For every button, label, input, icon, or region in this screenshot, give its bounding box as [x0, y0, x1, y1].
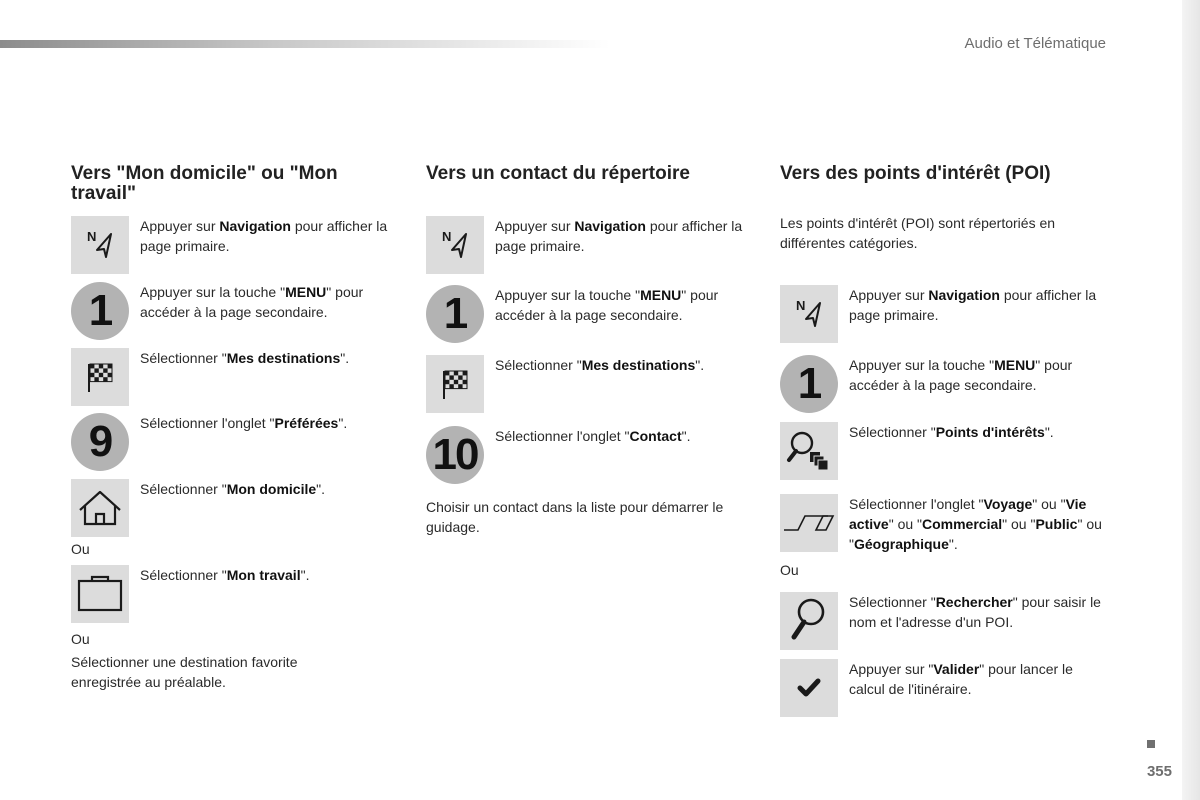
bold-term: Rechercher [935, 594, 1013, 610]
instruction-text: Sélectionner " [140, 481, 227, 497]
step-instruction [140, 565, 395, 585]
bold-term: Préférées [274, 415, 339, 431]
bold-term: Public [1035, 516, 1078, 532]
instruction-text: " pour accéder à la page secondaire. [495, 287, 719, 323]
category-tabs-icon [780, 494, 838, 552]
step-instruction [140, 282, 395, 322]
instruction-text: " ou " [849, 516, 1102, 552]
instruction-text: Appuyer sur la touche " [140, 284, 286, 300]
instruction-text: Sélectionner " [140, 567, 227, 583]
bold-term: Mon domicile [226, 481, 317, 497]
page-number: 355 [1146, 763, 1172, 780]
navigation-icon [71, 216, 129, 274]
instruction-text: " pour accéder à la page secondaire. [849, 357, 1073, 393]
or-label: Ou [71, 631, 90, 647]
step-number-badge: 1 [780, 355, 838, 413]
header-gradient-bar [0, 40, 610, 48]
step-number-badge: 1 [71, 282, 129, 340]
step-number-badge: 10 [426, 426, 484, 484]
step-instruction [849, 355, 1104, 395]
instruction-text: ". [300, 567, 310, 583]
footer-note: Sélectionner une destination favorite enregistrée au préalable. [71, 654, 298, 690]
instruction-text: Sélectionner l'onglet " [495, 428, 630, 444]
bold-term: Navigation [219, 218, 291, 234]
step-instruction [140, 479, 395, 499]
instruction-text: Appuyer sur " [849, 661, 934, 677]
instruction-text: Sélectionner " [495, 357, 582, 373]
bold-term: Navigation [574, 218, 646, 234]
step-instruction [495, 355, 750, 375]
page-marker [1147, 740, 1155, 748]
instruction-text: ". [340, 350, 350, 366]
svg-text:N: N [442, 229, 452, 244]
intro-text: Les points d'intérêt (POI) sont répertoriés en différentes catégories. [780, 215, 1056, 251]
instruction-text: Appuyer sur [849, 287, 929, 303]
navigation-icon [426, 216, 484, 274]
step-instruction [140, 348, 395, 368]
instruction-text: Appuyer sur [140, 218, 220, 234]
bold-term: Vie active [849, 496, 1087, 532]
instruction-text: ". [316, 481, 325, 497]
instruction-text: " ou " [888, 516, 922, 532]
checkered-flag-icon [71, 348, 129, 406]
step-number-badge: 1 [426, 285, 484, 343]
instruction-text: pour afficher la page primaire. [849, 287, 1097, 323]
bold-term: Géographique [853, 536, 949, 552]
instruction-text: Appuyer sur [495, 218, 575, 234]
briefcase-icon [71, 565, 129, 623]
step-instruction [495, 285, 750, 325]
bold-term: MENU [285, 284, 327, 300]
instruction-text: Sélectionner l'onglet " [140, 415, 275, 431]
column-title: Vers des points d'intérêt (POI) [780, 163, 1051, 184]
step-instruction [140, 413, 395, 433]
step-instruction [849, 422, 1104, 442]
instruction-text: " pour accéder à la page secondaire. [140, 284, 364, 320]
search-icon [780, 592, 838, 650]
instruction-text: Sélectionner " [140, 350, 227, 366]
instruction-text: pour afficher la page primaire. [140, 218, 388, 254]
home-icon [71, 479, 129, 537]
svg-text:N: N [87, 229, 97, 244]
bold-term: MENU [640, 287, 682, 303]
instruction-text: " ou " [1002, 516, 1036, 532]
bold-term: Navigation [928, 287, 1000, 303]
instruction-text: " pour saisir le nom et l'adresse d'un POI. [849, 594, 1101, 630]
step-instruction [849, 285, 1104, 325]
instruction-text: Sélectionner " [849, 594, 936, 610]
step-instruction [849, 659, 1104, 699]
footer-note: Choisir un contact dans la liste pour démarrer le guidage. [426, 499, 724, 535]
step-instruction [849, 494, 1104, 554]
poi-search-icon [780, 422, 838, 480]
step-number-badge: 9 [71, 413, 129, 471]
page-edge-strip [1182, 0, 1200, 800]
bold-term: Mon travail [226, 567, 301, 583]
column-home-work [71, 164, 401, 704]
column-contact [426, 164, 756, 564]
instruction-text: ". [681, 428, 691, 444]
instruction-text: pour afficher la page primaire. [495, 218, 743, 254]
svg-text:N: N [796, 298, 806, 313]
instruction-text: Sélectionner l'onglet " [849, 496, 984, 512]
step-instruction [495, 216, 750, 256]
bold-term: Commercial [922, 516, 1003, 532]
instruction-text: Sélectionner " [849, 424, 936, 440]
step-instruction [849, 592, 1104, 632]
instruction-text: " ou " [1032, 496, 1066, 512]
bold-term: Mes destinations [226, 350, 341, 366]
instruction-text: ". [695, 357, 705, 373]
bold-term: Voyage [983, 496, 1033, 512]
bold-term: MENU [994, 357, 1036, 373]
column-title: Vers un contact du répertoire [426, 163, 690, 184]
step-instruction [495, 426, 750, 446]
step-instruction [140, 216, 395, 256]
column-title: Vers "Mon domicile" ou "Mon travail" [71, 163, 338, 204]
bold-term: Valider [933, 661, 980, 677]
checkered-flag-icon [426, 355, 484, 413]
section-title: Audio et Télématique [964, 35, 1106, 52]
or-label: Ou [780, 562, 799, 578]
instruction-text: ". [1044, 424, 1054, 440]
column-poi [780, 164, 1120, 724]
instruction-text: Appuyer sur la touche " [495, 287, 641, 303]
instruction-text: " pour lancer le calcul de l'itinéraire. [849, 661, 1073, 697]
instruction-text: ". [338, 415, 348, 431]
instruction-text: ". [948, 536, 958, 552]
bold-term: Mes destinations [581, 357, 696, 373]
checkmark-icon [780, 659, 838, 717]
instruction-text: Appuyer sur la touche " [849, 357, 995, 373]
bold-term: Contact [629, 428, 682, 444]
or-label: Ou [71, 541, 90, 557]
bold-term: Points d'intérêts [935, 424, 1045, 440]
navigation-icon [780, 285, 838, 343]
